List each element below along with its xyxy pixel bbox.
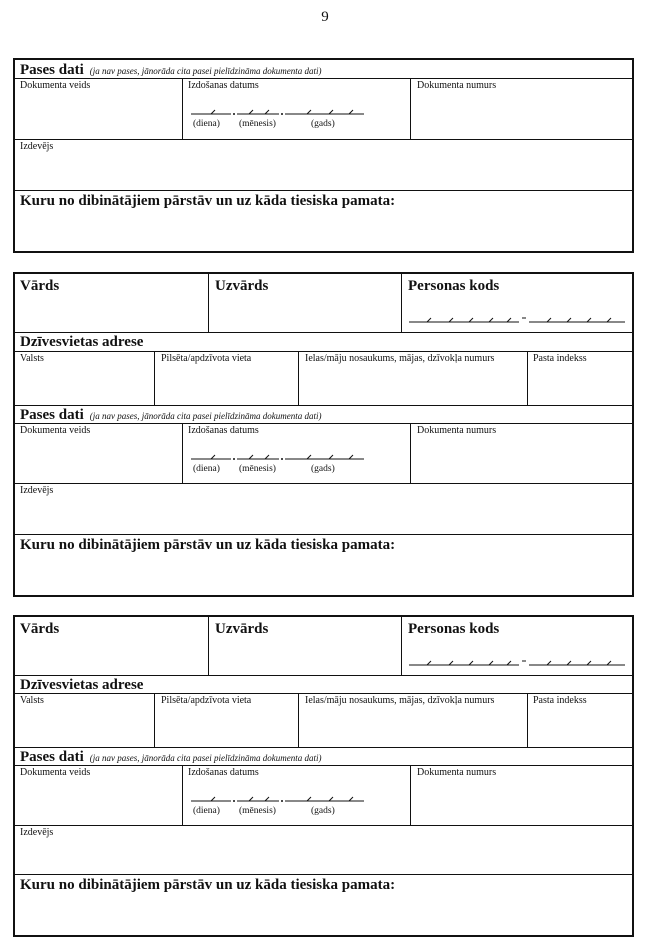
passport-section-header xyxy=(20,62,321,79)
postal-code-field[interactable]: Pasta indekss xyxy=(533,695,587,706)
date-underscores xyxy=(189,102,389,116)
address-section-header: Dzīvesvietas adrese xyxy=(20,677,144,693)
personal-code-field[interactable]: Personas kods xyxy=(408,621,500,637)
document-number-field[interactable]: Dokumenta numurs xyxy=(417,80,497,91)
month-label: (mēnesis) xyxy=(239,806,276,816)
postal-code-field[interactable]: Pasta indekss xyxy=(533,353,587,364)
issuer-field[interactable]: Izdevējs xyxy=(20,827,54,838)
founder-block-1 xyxy=(13,58,634,253)
year-label: (gads) xyxy=(311,119,335,129)
country-field[interactable]: Valsts xyxy=(20,695,44,706)
representation-basis-field[interactable]: Kuru no dibinātājiem pārstāv un uz kāda tiesiska pamata: xyxy=(20,537,396,553)
date-underscores xyxy=(189,447,389,461)
passport-header-title: Pases dati xyxy=(20,749,84,765)
country-field[interactable]: Valsts xyxy=(20,353,44,364)
passport-header-title: Pases dati xyxy=(20,62,84,78)
issue-date-input[interactable] xyxy=(189,102,389,132)
passport-section-header xyxy=(20,749,321,766)
representation-basis-field[interactable]: Kuru no dibinātājiem pārstāv un uz kāda tiesiska pamata: xyxy=(20,877,396,893)
issuer-field[interactable]: Izdevējs xyxy=(20,141,54,152)
year-label: (gads) xyxy=(311,464,335,474)
issue-date-input[interactable] xyxy=(189,447,389,477)
year-label: (gads) xyxy=(311,806,335,816)
street-field[interactable]: Ielas/māju nosaukums, mājas, dzīvokļa numurs xyxy=(305,695,495,706)
code-underscores xyxy=(407,655,627,669)
code-underscores xyxy=(407,312,627,326)
personal-code-input[interactable] xyxy=(407,655,627,669)
date-underscores xyxy=(189,789,389,803)
passport-header-note: (ja nav pases, jānorāda cita pasei pielīdzināma dokumenta dati) xyxy=(89,66,322,76)
month-label: (mēnesis) xyxy=(239,464,276,474)
document-number-field[interactable]: Dokumenta numurs xyxy=(417,425,497,436)
page-number: 9 xyxy=(321,9,329,25)
street-field[interactable]: Ielas/māju nosaukums, mājas, dzīvokļa numurs xyxy=(305,353,495,364)
day-label: (diena) xyxy=(193,119,220,129)
city-field[interactable]: Pilsēta/apdzīvota vieta xyxy=(161,353,252,364)
representation-basis-field[interactable]: Kuru no dibinātājiem pārstāv un uz kāda tiesiska pamata: xyxy=(20,193,396,209)
first-name-field[interactable]: Vārds xyxy=(20,621,60,637)
personal-code-field[interactable]: Personas kods xyxy=(408,278,500,294)
document-type-field[interactable]: Dokumenta veids xyxy=(20,80,91,91)
founder-block-3 xyxy=(13,615,634,937)
document-number-field[interactable]: Dokumenta numurs xyxy=(417,767,497,778)
passport-header-title: Pases dati xyxy=(20,407,84,423)
personal-code-input[interactable] xyxy=(407,312,627,326)
issue-date-label: Izdošanas datums xyxy=(188,767,259,778)
issue-date-input[interactable] xyxy=(189,789,389,819)
city-field[interactable]: Pilsēta/apdzīvota vieta xyxy=(161,695,252,706)
last-name-field[interactable]: Uzvārds xyxy=(215,621,269,637)
document-type-field[interactable]: Dokumenta veids xyxy=(20,767,91,778)
issue-date-label: Izdošanas datums xyxy=(188,80,259,91)
month-label: (mēnesis) xyxy=(239,119,276,129)
founder-block-2 xyxy=(13,272,634,597)
day-label: (diena) xyxy=(193,464,220,474)
passport-header-note: (ja nav pases, jānorāda cita pasei pielīdzināma dokumenta dati) xyxy=(89,411,322,421)
issuer-field[interactable]: Izdevējs xyxy=(20,485,54,496)
issue-date-label: Izdošanas datums xyxy=(188,425,259,436)
passport-header-note: (ja nav pases, jānorāda cita pasei pielīdzināma dokumenta dati) xyxy=(89,753,322,763)
day-label: (diena) xyxy=(193,806,220,816)
last-name-field[interactable]: Uzvārds xyxy=(215,278,269,294)
document-type-field[interactable]: Dokumenta veids xyxy=(20,425,91,436)
address-section-header: Dzīvesvietas adrese xyxy=(20,334,144,350)
first-name-field[interactable]: Vārds xyxy=(20,278,60,294)
passport-section-header xyxy=(20,407,321,424)
